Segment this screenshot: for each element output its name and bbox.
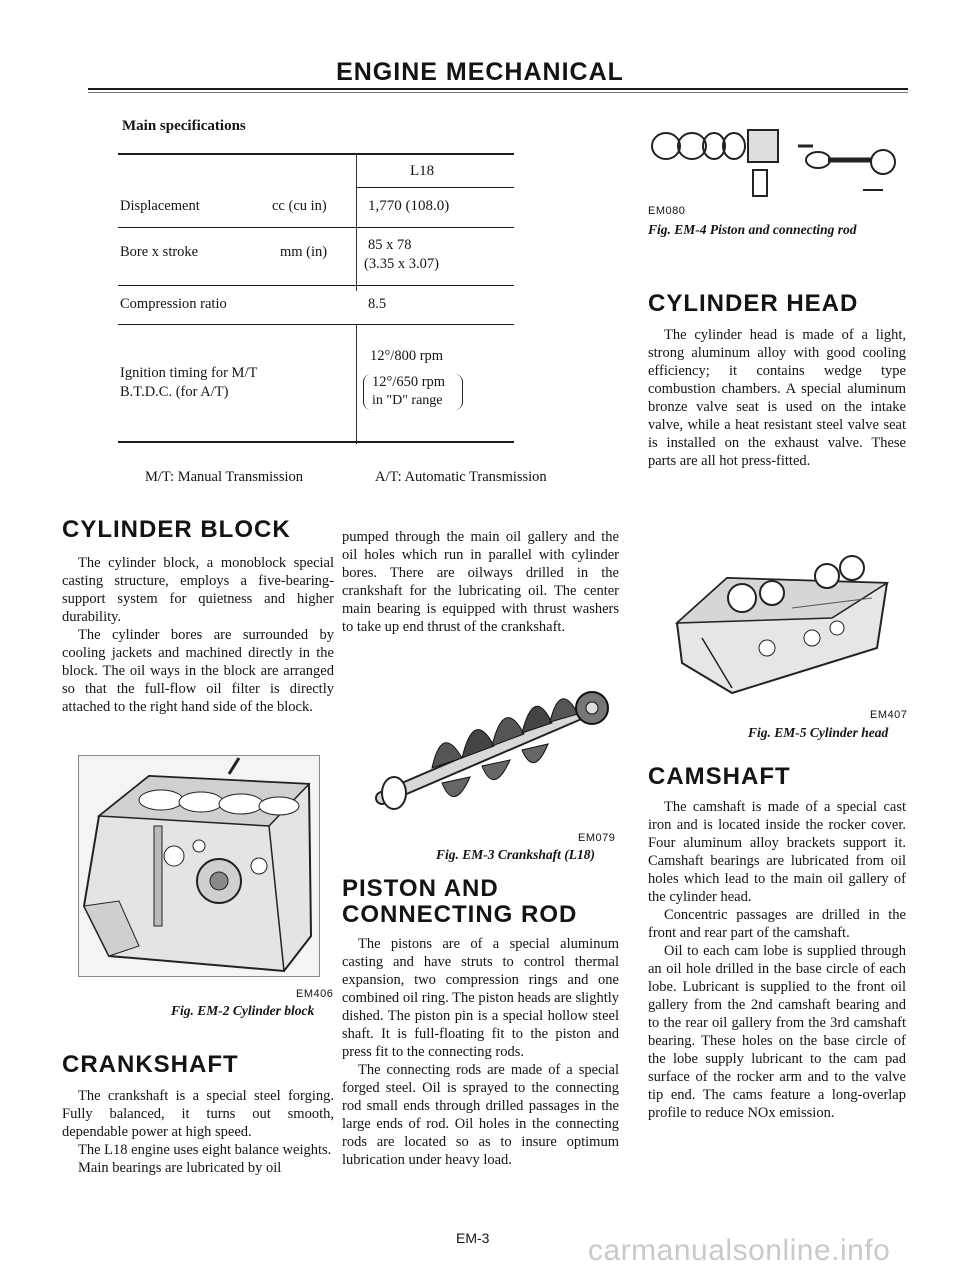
camshaft-text [648,798,906,1122]
piston-para-1: The pistons are of a special aluminum casting and have struts to control thermal expansion, two compression rings and one combined oil ring. The piston heads are slightly dished. The piston pin is a special hollow steel shaft. It is full-floating fit to the piston and press fit to the connecting rods. [342,936,619,1060]
cylinder-head-title: CYLINDER HEAD [648,290,859,317]
cylinder-block-para-2: The cylinder bores are surrounded by cooling jackets and machined directly in the block. The oil ways in the block are arranged so that the full-flow oil filter is directly attached to the right hand side of the block. [62,627,334,715]
camshaft-title: CAMSHAFT [648,763,791,790]
cylinder-block-title: CYLINDER BLOCK [62,516,291,543]
specs-col-header: L18 [410,163,435,179]
page-title: ENGINE MECHANICAL [336,58,624,86]
piston-rod-drawing [648,118,910,198]
cylinder-head-drawing [672,538,892,698]
spec-row-ignition-value-1: 12°/800 rpm [370,348,444,364]
spec-row-bore-unit: mm (in) [280,244,328,260]
cylinder-block-image [78,755,320,977]
piston-text [342,935,619,1169]
spec-row-compression-value: 8.5 [368,296,387,312]
cylinder-head-caption: Fig. EM-5 Cylinder head [748,725,889,740]
cylinder-head-figure-code: EM407 [870,709,908,721]
spec-row-ignition-label-2: B.T.D.C. (for A/T) [120,384,229,400]
piston-title-line-1: PISTON AND [342,875,499,902]
camshaft-para-2: Concentric passages are drilled in the front and rear part of the camshaft. [648,907,906,941]
spec-row-compression-label: Compression ratio [120,296,227,312]
crankshaft-title: CRANKSHAFT [62,1051,239,1078]
crankshaft-drawing [372,678,610,818]
page-number: EM-3 [456,1230,490,1246]
specs-bottom-rule [118,441,514,443]
spec-row-displacement-value: 1,770 (108.0) [368,198,450,214]
specs-col-divider-2 [356,324,357,444]
piston-rod-image [648,118,910,198]
crankshaft-caption: Fig. EM-3 Crankshaft (L18) [436,847,596,862]
cylinder-head-image [672,538,892,698]
cylinder-block-figure-code: EM406 [296,988,334,1000]
camshaft-para-3: Oil to each cam lobe is supplied through an oil hole drilled in the base circle of each lobe. Lubricant is supplied to the front oil gallery from the 2nd camshaft bearing and to the rear oil gallery from the 3rd camshaft bearing. These holes on the base circle of the lobe supply lubricant to the cam pad surface of the rocker arm and to the valve tip end. The cams feature a long-overlap profile to reduce NOx emission. [648,943,906,1121]
specs-rule-4 [118,324,514,325]
crankshaft-figure-code: EM079 [578,832,616,844]
spec-row-ignition-label-1: Ignition timing for M/T [120,365,258,381]
cylinder-block-text [62,554,334,716]
specs-heading: Main specifications [122,118,246,134]
spec-row-bore-value-2: (3.35 x 3.07) [364,256,439,272]
watermark: carmanualsonline.info [588,1234,891,1267]
piston-title-line-2: CONNECTING ROD [342,901,578,928]
specs-col-divider [356,153,357,291]
crankshaft-para-1: The crankshaft is a special steel forging. Fully balanced, it turns out smooth, dependable power at high speed. [62,1088,334,1140]
piston-caption: Fig. EM-4 Piston and connecting rod [648,222,857,237]
specs-rule-2 [118,227,514,228]
crankshaft-continued-text [342,528,619,636]
cylinder-block-para-1: The cylinder block, a monoblock special casting structure, employs a five-bearing-support system for quietness and higher durability. [62,555,334,625]
spec-bracket-right [454,374,463,410]
specs-rule-3 [118,285,514,286]
specs-note-at: A/T: Automatic Transmission [375,469,547,485]
header-rule-top [88,88,908,90]
cylinder-block-drawing [79,756,319,976]
crankshaft-text [62,1087,334,1177]
header-rule-bottom [88,92,908,93]
piston-para-2: The connecting rods are made of a special forged steel. Oil is sprayed to the connecting rod small ends through drilled passages in the large ends of rod. Oil holes in the connecting rods are located so as to insure optimum lubrication under heavy load. [342,1062,619,1168]
specs-rule-1 [356,187,514,188]
crankshaft-para-2: The L18 engine uses eight balance weights. [78,1142,332,1158]
cylinder-block-caption: Fig. EM-2 Cylinder block [171,1003,315,1018]
spec-row-ignition-value-2: 12°/650 rpm [372,374,446,390]
crankshaft-continued-para: pumped through the main oil gallery and the oil holes which run in parallel with cylinder bores. There are oilways drilled in the crankshaft for the lubricating oil. The center main bearing is equipped with thrust washers to take up end thrust of the crankshaft. [342,529,619,635]
cylinder-head-text [648,326,906,470]
crankshaft-image [372,678,610,818]
specs-top-rule [118,153,514,155]
piston-figure-code: EM080 [648,205,686,217]
crankshaft-para-3: Main bearings are lubricated by oil [78,1160,282,1176]
specs-note-mt: M/T: Manual Transmission [145,469,303,485]
spec-row-ignition-value-3: in "D" range [372,393,443,408]
spec-row-bore-label: Bore x stroke [120,244,199,260]
spec-row-displacement-unit: cc (cu in) [272,198,327,214]
spec-row-displacement-label: Displacement [120,198,200,214]
camshaft-para-1: The camshaft is made of a special cast iron and is located inside the rocker cover. Four aluminum alloy brackets support it. Camshaft bearings are lubricated from oil holes which lead to the main oil gallery of the cylinder head. [648,799,906,905]
spec-row-bore-value-1: 85 x 78 [368,237,412,253]
spec-bracket-left [363,374,372,410]
cylinder-head-para-1: The cylinder head is made of a light, strong aluminum alloy with good cooling efficiency; it contains wedge type combustion chambers. A special aluminum bronze valve seat is used on the intake valve, while a heat resistant steel valve seat is installed on the exhaust valve. These parts are all hot press-fitted. [648,327,906,469]
